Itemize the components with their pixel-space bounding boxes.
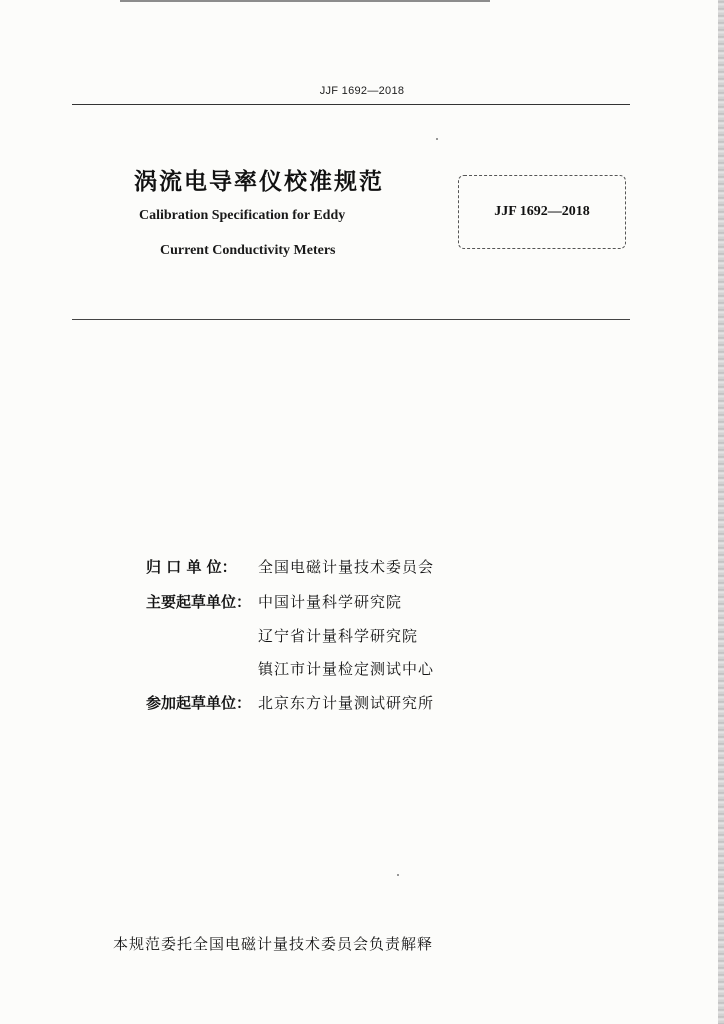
top-rule <box>72 104 630 105</box>
main-drafting-unit-value-1: 中国计量科学研究院 <box>258 593 403 611</box>
scan-edge-top <box>120 0 490 2</box>
responsible-unit-label: 归 口 单 位： <box>146 558 237 576</box>
main-drafting-unit-row <box>146 591 402 612</box>
document-code-box-text: JJF 1692—2018 <box>494 204 590 219</box>
responsible-unit-value: 全国电磁计量技术委员会 <box>258 558 435 576</box>
responsible-unit-row <box>146 556 434 577</box>
main-drafting-unit-value-2: 辽宁省计量科学研究院 <box>258 627 419 645</box>
header-document-code: JJF 1692—2018 <box>319 85 405 97</box>
footer-interpretation-note: 本规范委托全国电磁计量技术委员会负责解释 <box>113 935 434 953</box>
main-drafting-unit-value-3: 镇江市计量检定测试中心 <box>258 660 435 678</box>
participating-unit-row <box>146 692 434 713</box>
bottom-rule <box>72 319 630 320</box>
main-drafting-unit-label: 主要起草单位： <box>146 593 252 611</box>
participating-unit-value: 北京东方计量测试研究所 <box>258 694 435 712</box>
document-code-box <box>458 175 626 249</box>
title-chinese: 涡流电导率仪校准规范 <box>134 169 384 195</box>
scan-speck <box>397 874 399 876</box>
title-english-line-2: Current Conductivity Meters <box>160 243 336 258</box>
title-english-line-1: Calibration Specification for Eddy <box>139 208 346 223</box>
scan-speck <box>436 138 438 140</box>
participating-unit-label: 参加起草单位： <box>146 694 252 712</box>
scan-edge-right <box>718 0 724 1024</box>
